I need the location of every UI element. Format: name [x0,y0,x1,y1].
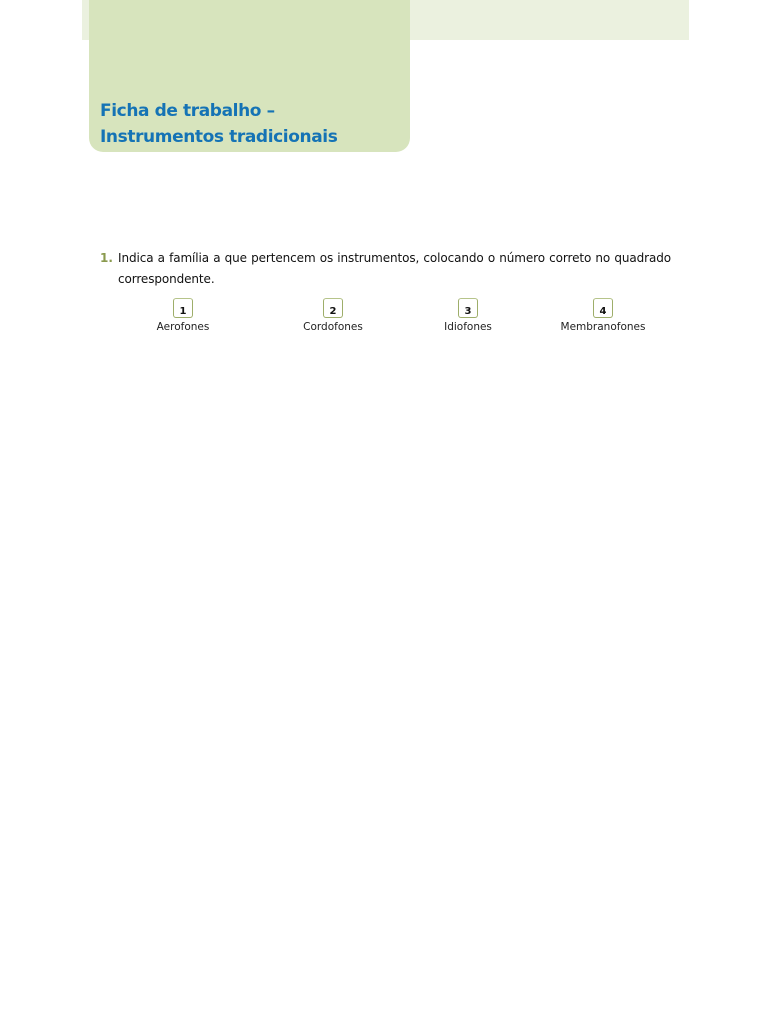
question-number: 1. [100,251,113,265]
family-label: Aerofones [156,321,210,333]
answer-box[interactable]: 1 [173,298,193,318]
answer-box[interactable]: 3 [458,298,478,318]
question-1 [100,248,671,290]
question-text: Indica a família a que pertencem os instrumentos, colocando o número correto no quadrado correspondente. [118,251,671,286]
family-aerofones [113,298,253,334]
answer-box[interactable]: 4 [593,298,613,318]
family-idiofones [398,298,538,334]
family-label: Cordofones [303,321,363,333]
family-label: Idiofones [444,321,492,333]
answer-box[interactable]: 2 [323,298,343,318]
family-cordofones [263,298,403,334]
family-membranofones [533,298,673,334]
family-label: Membranofones [560,321,646,333]
page-title: Ficha de trabalho – Instrumentos tradicionais [100,101,338,147]
